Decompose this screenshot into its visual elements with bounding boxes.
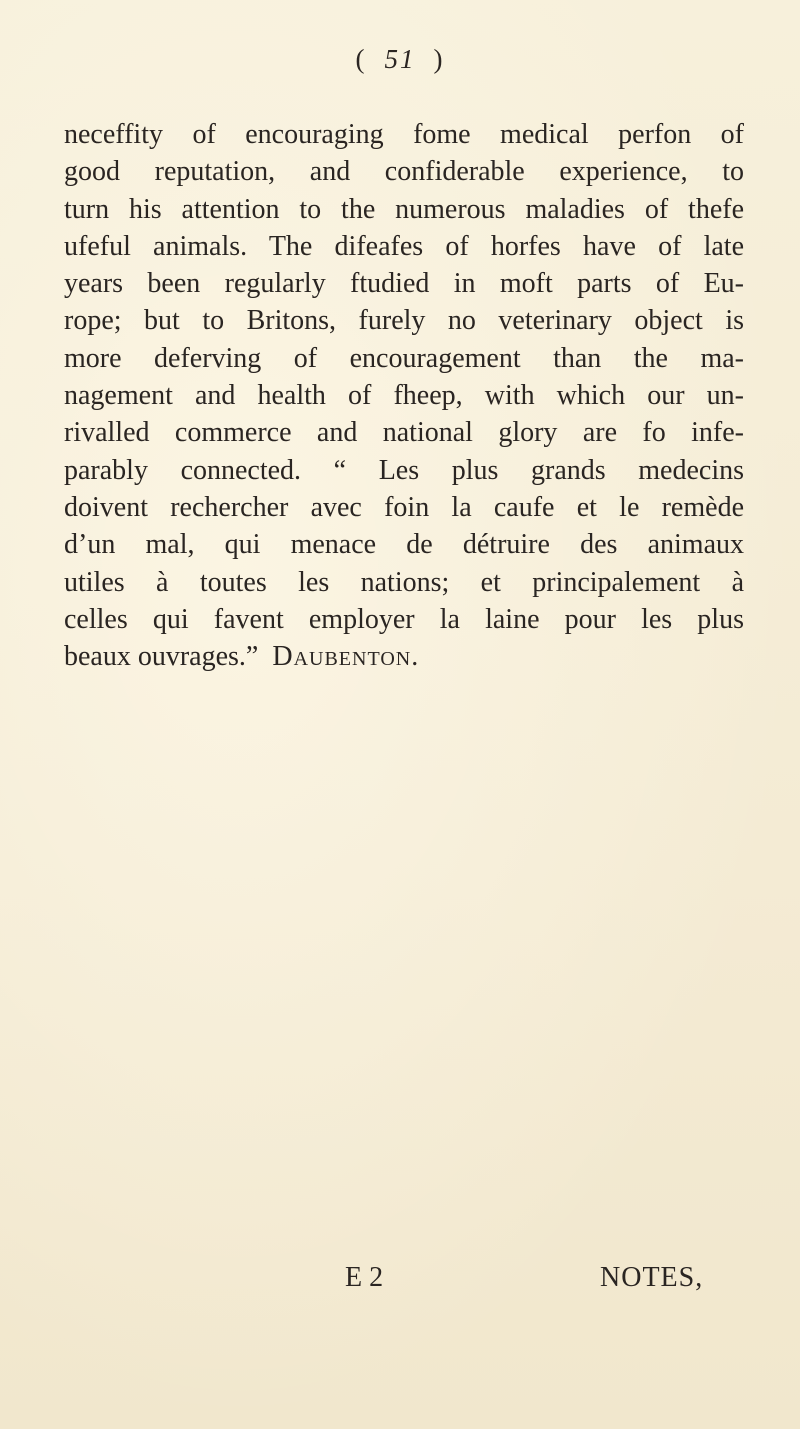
text-line: celles qui favent employer la laine pour les plus: [64, 603, 744, 635]
text-line: rivalled commerce and national glory are fo infe-: [64, 417, 744, 449]
text-line: utiles à toutes les nations; et principalement à: [64, 566, 744, 598]
closing-line: [64, 638, 744, 675]
text-line: neceffity of encouraging fome medical perfon of: [64, 119, 744, 150]
text-line: good reputation, and confiderable experience, to: [64, 156, 744, 188]
page-number: 51: [384, 44, 416, 74]
body-text: [64, 116, 744, 675]
open-paren: (: [355, 44, 367, 74]
text-line: doivent rechercher avec foin la caufe et le remède: [64, 491, 744, 523]
page-footer: [0, 1262, 800, 1302]
text-line: d’un mal, qui menace de détruire des animaux: [64, 529, 744, 561]
close-paren: ): [433, 44, 445, 74]
text-line: rope; but to Britons, furely no veterinary object is: [64, 305, 744, 337]
signature-mark: E 2: [345, 1262, 384, 1293]
text-line: years been regularly ftudied in moft parts of Eu-: [64, 268, 744, 300]
text-line: turn his attention to the numerous maladies of thefe: [64, 193, 744, 225]
text-line: parably connected. “ Les plus grands medecins: [64, 454, 744, 486]
running-head: [0, 44, 800, 75]
text-line: more deferving of encouragement than the ma-: [64, 342, 744, 374]
author-signature: Daubenton.: [272, 641, 420, 673]
catchword: NOTES,: [600, 1262, 704, 1293]
text-line: ufeful animals. The difeafes of horfes have of late: [64, 230, 744, 262]
text-line: nagement and health of fheep, with which our un-: [64, 380, 744, 412]
closing-quote-text: beaux ouvrages.”: [64, 641, 259, 673]
